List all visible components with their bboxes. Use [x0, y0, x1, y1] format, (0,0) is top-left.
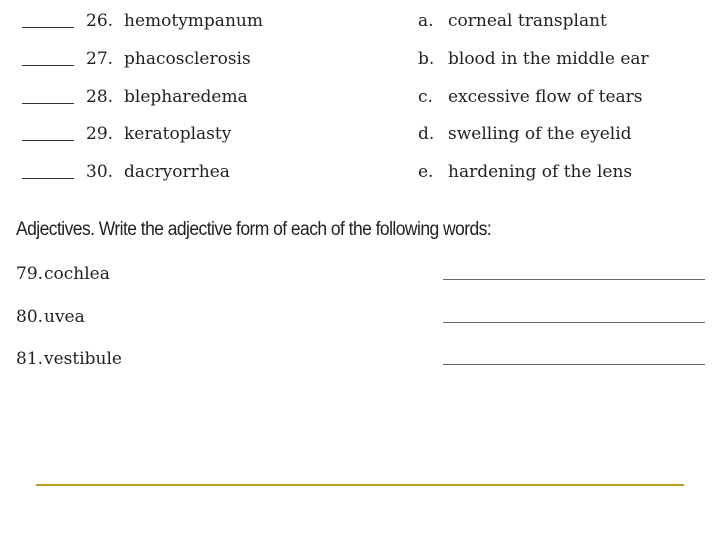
matching-row: [0, 119, 720, 149]
definition: hardening of the lens: [448, 162, 633, 182]
footer-divider: [36, 484, 684, 486]
term: hemotympanum: [124, 11, 263, 31]
answer-line[interactable]: [443, 322, 705, 323]
term: blepharedema: [124, 87, 248, 107]
term: keratoplasty: [124, 124, 232, 144]
item-number: 28.: [86, 87, 114, 107]
choice-letter: a.: [418, 11, 434, 31]
choice-letter: e.: [418, 162, 434, 182]
answer-line[interactable]: [443, 279, 705, 280]
item-number: 79.: [16, 264, 44, 284]
term: dacryorrhea: [124, 162, 230, 182]
matching-row: [0, 82, 720, 112]
item-number: 27.: [86, 49, 114, 69]
choice-letter: b.: [418, 49, 435, 69]
item-number: 29.: [86, 124, 114, 144]
definition: blood in the middle ear: [448, 49, 649, 69]
choice-letter: d.: [418, 124, 435, 144]
word: vestibule: [44, 349, 122, 369]
adjective-row: [0, 302, 720, 332]
answer-blank[interactable]: [22, 140, 74, 141]
matching-row: [0, 44, 720, 74]
word: uvea: [44, 307, 85, 327]
item-number: 26.: [86, 11, 114, 31]
matching-row: [0, 157, 720, 187]
item-number: 30.: [86, 162, 114, 182]
adjective-row: [0, 344, 720, 374]
answer-blank[interactable]: [22, 178, 74, 179]
word: cochlea: [44, 264, 110, 284]
answer-blank[interactable]: [22, 65, 74, 66]
definition: corneal transplant: [448, 11, 607, 31]
section-title: Adjectives. Write the adjective form of each of the following words:: [16, 219, 492, 240]
definition: excessive flow of tears: [448, 87, 643, 107]
term: phacosclerosis: [124, 49, 251, 69]
adjective-row: [0, 259, 720, 289]
item-number: 80.: [16, 307, 44, 327]
answer-blank[interactable]: [22, 27, 74, 28]
definition: swelling of the eyelid: [448, 124, 632, 144]
matching-row: [0, 6, 720, 36]
answer-blank[interactable]: [22, 103, 74, 104]
answer-line[interactable]: [443, 364, 705, 365]
choice-letter: c.: [418, 87, 433, 107]
item-number: 81.: [16, 349, 44, 369]
